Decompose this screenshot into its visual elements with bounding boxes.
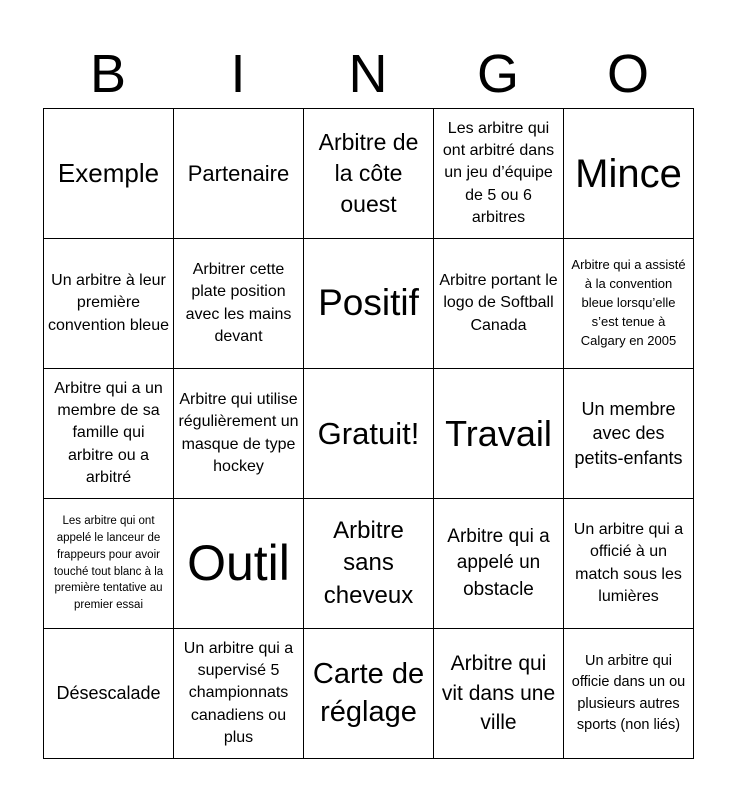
board-row <box>44 369 694 499</box>
header-letter-n: N <box>348 44 388 104</box>
bingo-cell[interactable]: Travail <box>434 369 564 499</box>
bingo-board <box>43 108 694 759</box>
bingo-cell[interactable]: Arbitre qui a un membre de sa famille qui arbitre ou a arbitré <box>44 369 174 499</box>
bingo-cell[interactable]: Arbitre portant le logo de Softball Canada <box>434 239 564 369</box>
bingo-cell[interactable]: Outil <box>174 499 304 629</box>
bingo-cell[interactable]: Carte de réglage <box>304 629 434 759</box>
bingo-cell[interactable]: Un arbitre qui a officié à un match sous les lumières <box>564 499 694 629</box>
bingo-cell[interactable]: Un arbitre qui a supervisé 5 championnats canadiens ou plus <box>174 629 304 759</box>
bingo-cell[interactable]: Gratuit! <box>304 369 434 499</box>
bingo-cell[interactable]: Arbitrer cette plate position avec les mains devant <box>174 239 304 369</box>
bingo-cell[interactable]: Positif <box>304 239 434 369</box>
bingo-cell[interactable]: Arbitre sans cheveux <box>304 499 434 629</box>
board-row <box>44 499 694 629</box>
header-letter-o: O <box>606 44 649 104</box>
bingo-cell[interactable]: Arbitre qui a assisté à la convention bleue lorsqu’elle s’est tenue à Calgary en 2005 <box>564 239 694 369</box>
bingo-cell[interactable]: Partenaire <box>174 109 304 239</box>
board-row <box>44 109 694 239</box>
bingo-cell[interactable]: Les arbitre qui ont appelé le lanceur de frappeurs pour avoir touché tout blanc à la première tentative au premier essai <box>44 499 174 629</box>
bingo-cell[interactable]: Arbitre qui utilise régulièrement un masque de type hockey <box>174 369 304 499</box>
bingo-cell[interactable]: Arbitre qui vit dans une ville <box>434 629 564 759</box>
board-row <box>44 239 694 369</box>
bingo-cell[interactable]: Arbitre qui a appelé un obstacle <box>434 499 564 629</box>
header-letter-i: I <box>230 44 246 104</box>
board-row <box>44 629 694 759</box>
header-letter-b: B <box>89 44 127 104</box>
bingo-header <box>43 40 693 108</box>
bingo-cell[interactable]: Arbitre de la côte ouest <box>304 109 434 239</box>
bingo-cell[interactable]: Exemple <box>44 109 174 239</box>
bingo-cell[interactable]: Désescalade <box>44 629 174 759</box>
bingo-cell[interactable]: Les arbitre qui ont arbitré dans un jeu d’équipe de 5 ou 6 arbitres <box>434 109 564 239</box>
bingo-cell[interactable]: Mince <box>564 109 694 239</box>
bingo-cell[interactable]: Un arbitre à leur première convention bleue <box>44 239 174 369</box>
bingo-cell[interactable]: Un membre avec des petits-enfants <box>564 369 694 499</box>
bingo-cell[interactable]: Un arbitre qui officie dans un ou plusieurs autres sports (non liés) <box>564 629 694 759</box>
header-letter-g: G <box>476 44 519 104</box>
